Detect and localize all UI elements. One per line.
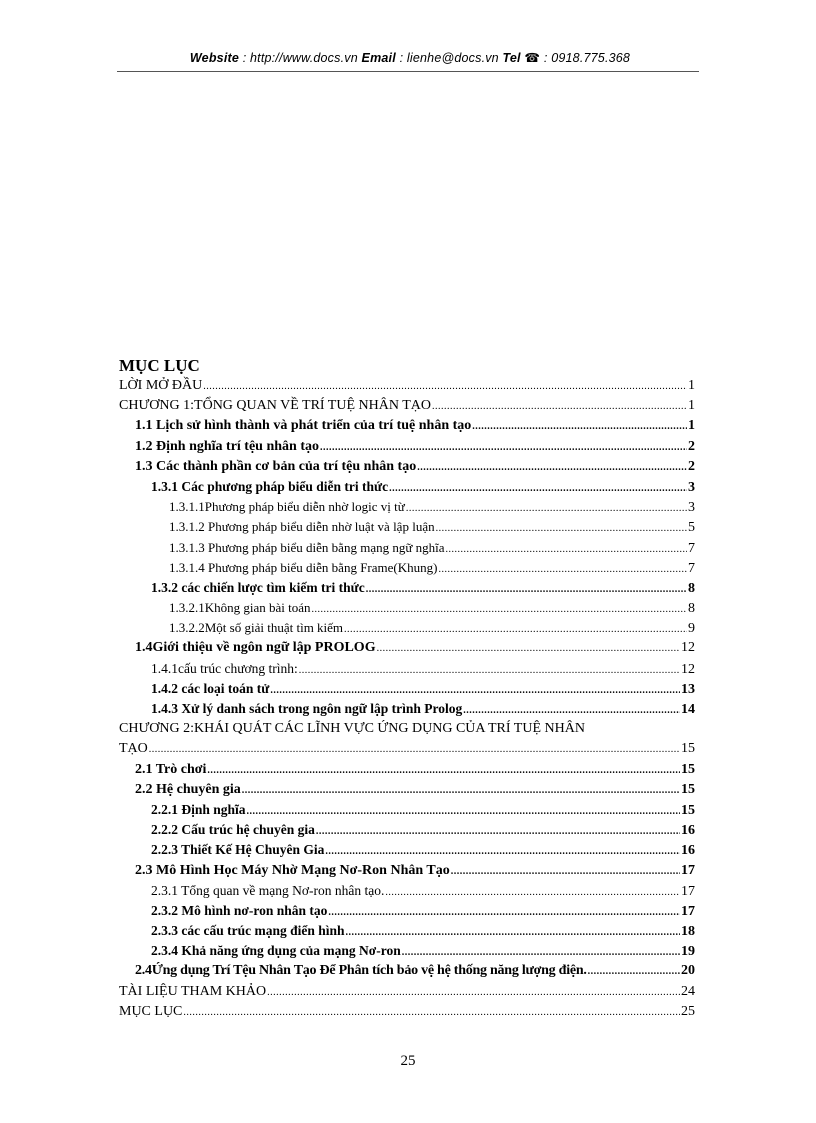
tel-value: : 0918.775.368 (540, 51, 631, 65)
toc-entry[interactable]: 2.2 Hệ chuyên gia ..... 15 (119, 780, 695, 800)
website-label: Website (189, 51, 240, 65)
email-label: Email (361, 51, 396, 65)
toc-entry[interactable]: 1.4.3 Xử lý danh sách trong ngôn ngữ lập trình Prolog ..... 14 (119, 699, 695, 719)
toc-entry[interactable]: 2.3.1 Tổng quan về mạng Nơ-ron nhân tạo. ..... 17 (119, 881, 695, 901)
toc-entry[interactable]: 1.3 Các thành phần cơ bản của trí tệu nhân tạo ..... 2 (119, 457, 695, 477)
toc-entry[interactable]: 1.3.1.1Phương pháp biểu diễn nhờ logic vị từ ..... 3 (119, 497, 695, 517)
toc-entry[interactable]: 1.3.1.3 Phương pháp biểu diễn bằng mạng ngữ nghĩa ..... 7 (119, 538, 695, 558)
toc-entry[interactable]: 1.3.2 các chiến lược tìm kiếm tri thức ..... 8 (119, 578, 695, 598)
toc-entry[interactable]: 2.3.2 Mô hình nơ-ron nhân tạo ..... 17 (119, 901, 695, 921)
page-header (120, 50, 700, 65)
toc-entry[interactable]: 2.2.2 Cấu trúc hệ chuyên gia ..... 16 (119, 820, 695, 840)
toc-entry[interactable]: 2.3 Mô Hình Học Máy Nhờ Mạng Nơ-Ron Nhân Tạo ..... 17 (119, 861, 695, 881)
toc-entry-wrapped-line[interactable]: CHƯƠNG 2:KHÁI QUÁT CÁC LĨNH VỰC ỨNG DỤNG CỦA TRÍ TUỆ NHÂN (119, 721, 585, 737)
toc-entry[interactable]: 2.4Ứng dụng Trí Tệu Nhân Tạo Để Phân tích bảo vệ hệ thống năng lượng điện. ..... 20 (119, 961, 695, 981)
toc-entry[interactable]: 1.1 Lịch sử hình thành và phát triển của trí tuệ nhân tạo ..... 1 (119, 416, 695, 436)
email-value: : lienhe@docs.vn (395, 51, 503, 65)
toc-entry[interactable]: MỤC LỤC ..... 25 (119, 1002, 695, 1022)
toc-entry[interactable]: TẠO ..... 15 (119, 739, 695, 759)
table-of-contents (119, 356, 695, 1022)
header-divider (117, 71, 699, 72)
toc-entry[interactable]: 1.2 Định nghĩa trí tệu nhân tạo ..... 2 (119, 437, 695, 457)
toc-entry[interactable]: 1.3.1.4 Phương pháp biểu diễn bằng Frame(Khung) ..... 7 (119, 558, 695, 578)
toc-entry[interactable]: 1.4.1cấu trúc chương trình: ..... 12 (119, 659, 695, 679)
toc-entry[interactable]: 1.3.2.2Một số giải thuật tìm kiếm ..... 9 (119, 618, 695, 638)
website-value: : http://www.docs.vn (239, 51, 362, 65)
toc-entry[interactable]: 2.3.4 Khả năng ứng dụng của mạng Nơ-ron ..... 19 (119, 941, 695, 961)
toc-entry[interactable]: LỜI MỞ ĐẦU ..... 1 (119, 376, 695, 396)
page-number: 25 (400, 1053, 416, 1069)
toc-entry[interactable]: 1.3.1 Các phương pháp biểu diễn tri thức ..... 3 (119, 477, 695, 497)
toc-entry[interactable]: TÀI LIỆU THAM KHẢO ..... 24 (119, 982, 695, 1002)
toc-entry[interactable]: 1.3.2.1Không gian bài toán ..... 8 (119, 598, 695, 618)
toc-entry[interactable]: 1.4Giới thiệu về ngôn ngữ lập PROLOG ..... 12 (119, 638, 695, 658)
toc-entry[interactable]: 2.3.3 các cấu trúc mạng điển hình ..... 18 (119, 921, 695, 941)
toc-title: MỤC LỤC (119, 356, 200, 375)
toc-entry[interactable]: 2.1 Trò chơi ..... 15 (119, 760, 695, 780)
toc-entry[interactable]: 1.3.1.2 Phương pháp biểu diễn nhờ luật và lập luận ..... 5 (119, 517, 695, 537)
toc-entry[interactable]: 1.4.2 các loại toán tử ..... 13 (119, 679, 695, 699)
phone-icon: ☎ (524, 51, 541, 65)
toc-entry[interactable]: CHƯƠNG 1:TỔNG QUAN VỀ TRÍ TUỆ NHÂN TẠO ..... 1 (119, 396, 695, 416)
toc-entry[interactable]: 2.2.3 Thiết Kế Hệ Chuyên Gia ..... 16 (119, 840, 695, 860)
toc-entry[interactable]: 2.2.1 Định nghĩa ..... 15 (119, 800, 695, 820)
tel-label: Tel (502, 51, 521, 65)
